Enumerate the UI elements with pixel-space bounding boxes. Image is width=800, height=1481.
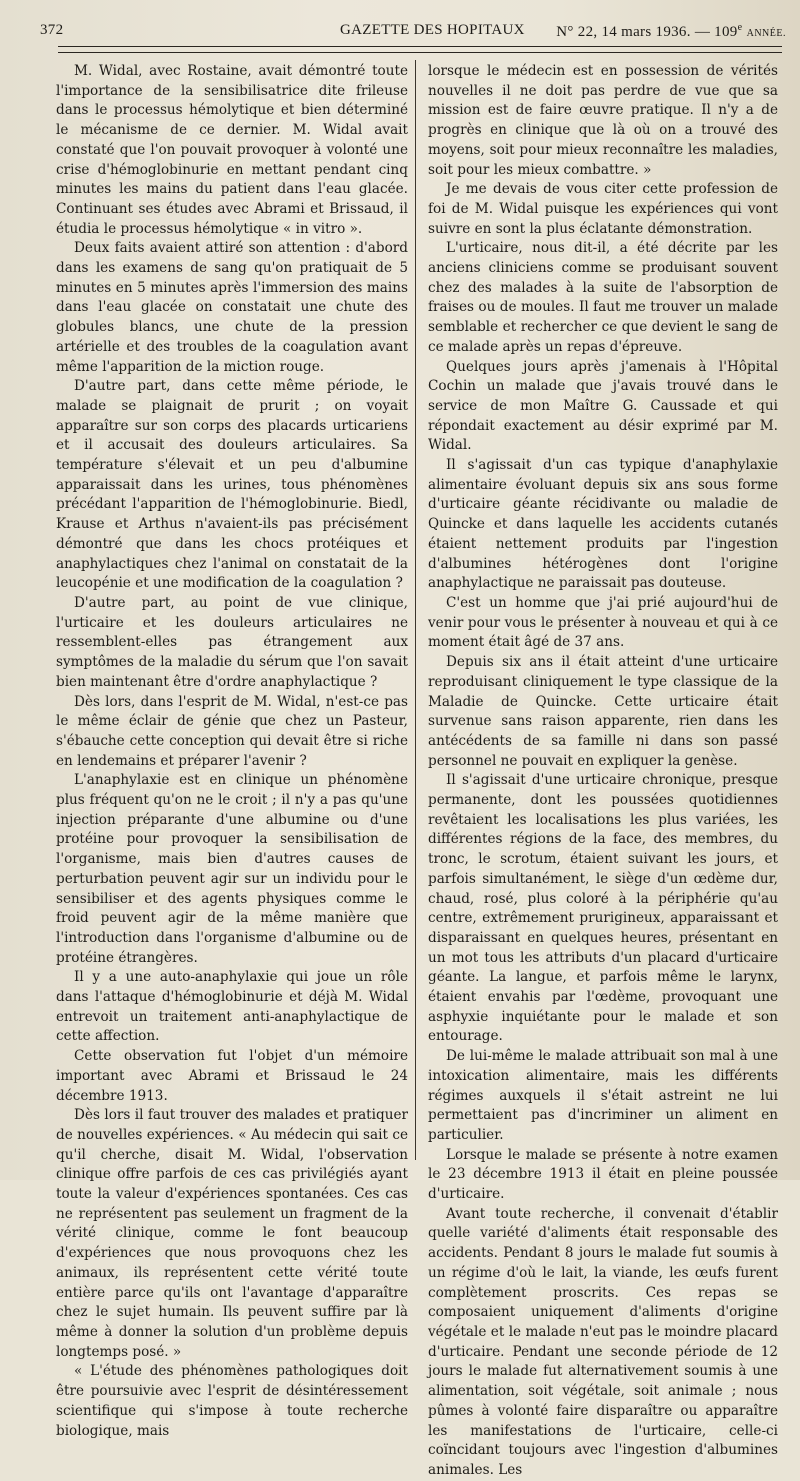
paragraph: lorsque le médecin est en possession de vérités nouvelles il ne doit pas perdre de vue que sa mission est de faire œuvre pratique. Il n'y a de progrès en clinique que là où on a trouvé des moyens, soit pour mieux reconnaître les maladies, soit pour les mieux combattre. »	[428, 63, 778, 178]
issue-sup: e	[737, 22, 743, 33]
paragraph: De lui-même le malade attribuait son mal à une intoxication alimentaire, mais les différents régimes auxquels il s'était astreint ne lui permettaient pas d'incriminer un aliment en particulier.	[428, 1048, 778, 1143]
paragraph: Je me devais de vous citer cette profession de foi de M. Widal puisque les expériences qui vont suivre en sont la plus éclatante démonstration.	[428, 181, 778, 237]
header-rule	[58, 46, 782, 53]
paragraph: Il y a une auto-anaphylaxie qui joue un rôle dans l'attaque d'hémoglobinurie et déjà M. Widal entrevoit un traitement anti-anaphylactique de cette affection.	[56, 969, 408, 1045]
issue-info	[556, 22, 786, 41]
paragraph: Dès lors, dans l'esprit de M. Widal, n'est-ce pas le même éclair de génie que chez un Pasteur, s'ébauche cette conception qui devait être si riche en lendemains et préparer l'avenir ?	[56, 693, 408, 769]
paragraph: Depuis six ans il était atteint d'une urticaire reproduisant cliniquement le type classique de la Maladie de Quincke. Cette urticaire était survenue sans raison apparente, rien dans les antécédents de sa famille ni dans son passé personnel ne pouvait en expliquer la genèse.	[428, 654, 778, 769]
paragraph: « L'étude des phénomènes pathologiques doit être poursuivie avec l'esprit de désintéressement scientifique qui s'impose à toute recherche biologique, mais	[56, 1363, 408, 1439]
column-divider	[415, 60, 416, 1160]
paragraph: D'autre part, au point de vue clinique, l'urticaire et les douleurs articulaires ne ressemblent-elles pas étrangement aux symptômes de la maladie du sérum que l'on savait bien maintenant être d'ordre anaphylactique ?	[56, 594, 408, 690]
right-column	[428, 62, 778, 1481]
paragraph: D'autre part, dans cette même période, le malade se plaignait de prurit ; on voyait apparaître sur son corps des placards urticariens et il accusait des douleurs articulaires. Sa température s'élevait et un peu d'albumine apparaissait dans les urines, tous phénomènes précédant l'apparition de l'hémoglobinurie. Biedl, Krause et Arthus n'avaient-ils pas précisément démontré que dans les chocs protéiques et anaphylactiques chez l'animal on constatait de la leucopénie et une modification de la coagulation ?	[56, 378, 408, 592]
paragraph: Quelques jours après j'amenais à l'Hôpital Cochin un malade que j'avais trouvé dans le service de mon Maître G. Caussade et qui répondait exactement au désir exprimé par M. Widal.	[428, 358, 778, 454]
paragraph: Il s'agissait d'une urticaire chronique, presque permanente, dont les poussées quotidiennes revêtaient les localisations les plus variées, les différentes régions de la face, des membres, du tronc, le scrotum, étaient suivant les jours, et parfois simultanément, le siège d'un œdème dur, chaud, rosé, plus coloré à la périphérie qu'au centre, extrêmement prurigineux, apparaissant et disparaissant en quelques heures, présentant en un mot tous les attributs d'un placard d'urticaire géante. La langue, et parfois même le larynx, étaient envahis par l'œdème, provoquant une asphyxie inquiétante pour le malade et son entourage.	[428, 772, 778, 1045]
paragraph: Cette observation fut l'objet d'un mémoire important avec Abrami et Brissaud le 24 décembre 1913.	[56, 1048, 408, 1104]
paragraph: L'anaphylaxie est en clinique un phénomène plus fréquent qu'on ne le croit ; il n'y a pas qu'une injection préparante d'une albumine ou d'une protéine pour provoquer la sensibilisation de l'organisme, mais bien d'autres causes de perturbation peuvent agir sur un individu pour le sensibiliser et des agents physiques comme le froid peuvent agir de la même manière que l'introduction dans l'organisme d'albumine ou de protéine étrangères.	[56, 772, 408, 966]
issue-main: N° 22, 14 mars 1936. — 109	[556, 24, 738, 40]
paragraph: C'est un homme que j'ai prié aujourd'hui de venir pour vous le présenter à nouveau et qui à ce moment était âgé de 37 ans.	[428, 594, 778, 651]
journal-title: GAZETTE DES HOPITAUX	[340, 22, 525, 38]
paragraph: L'urticaire, nous dit-il, a été décrite par les anciens cliniciens comme se produisant souvent chez des malades à la suite de l'absorption de fraises ou de moules. Il faut me trouver un malade semblable et rechercher ce que devient le sang de ce malade après un repas d'épreuve.	[428, 240, 778, 355]
page-number: 372	[40, 22, 64, 38]
paragraph: M. Widal, avec Rostaine, avait démontré toute l'importance de la sensibilisatrice dite frileuse dans le processus hémolytique et bien déterminé le mécanisme de ce dernier. M. Widal avait constaté que l'on pouvait provoquer à volonté une crise d'hémoglobinurie en mettant pendant cinq minutes les mains du patient dans l'eau glacée. Continuant ses études avec Abrami et Brissaud, il étudia le processus hémolytique « in vitro ».	[56, 63, 408, 237]
left-column	[56, 62, 408, 1441]
paragraph: Deux faits avaient attiré son attention : d'abord dans les examens de sang qu'on pratiquait de 5 minutes en 5 minutes après l'immersion des mains dans l'eau glacée on constatait une chute des globules blancs, une chute de la pression artérielle et des troubles de la coagulation avant même l'apparition de la miction rouge.	[56, 240, 408, 375]
paragraph: Dès lors il faut trouver des malades et pratiquer de nouvelles expériences. « Au médecin qui sait ce qu'il cherche, disait M. Widal, l'observation clinique offre parfois de ces cas privilégiés ayant toute la valeur d'expériences spontanées. Ces cas ne représentent pas seulement un fragment de la vérité clinique, comme le font beaucoup d'expériences que nous provoquons chez les animaux, ils représentent cette vérité toute entière parce qu'ils ont l'avantage d'apparaître chez le sujet humain. Ils peuvent suffire par là même à donner la solution d'un problème depuis longtemps posé. »	[56, 1107, 408, 1360]
paragraph: Avant toute recherche, il convenait d'établir quelle variété d'aliments était responsable des accidents. Pendant 8 jours le malade fut soumis à un régime d'où le lait, la viande, les œufs furent complètement proscrits. Ces repas se composaient uniquement d'aliments d'origine végétale et le malade n'eut pas le moindre placard d'urticaire. Pendant une seconde période de 12 jours le malade fut alternativement soumis à une alimentation, soit végétale, soit animale ; nous pûmes à volonté faire disparaître ou apparaître les manifestations de l'urticaire, celle-ci coïncidant toujours avec l'ingestion d'albumines animales. Les	[428, 1205, 778, 1478]
paragraph: Il s'agissait d'un cas typique d'anaphylaxie alimentaire évoluant depuis six ans sous forme d'urticaire géante récidivante ou maladie de Quincke et dans laquelle les accidents cutanés étaient nettement produits par l'ingestion d'albumines hétérogènes dont l'origine anaphylactique ne paraissait pas douteuse.	[428, 457, 778, 592]
issue-suffix: ANNÉE.	[746, 28, 786, 39]
paragraph: Lorsque le malade se présente à notre examen le 23 décembre 1913 il était en pleine poussée d'urticaire.	[428, 1146, 778, 1203]
page-header	[40, 22, 786, 46]
